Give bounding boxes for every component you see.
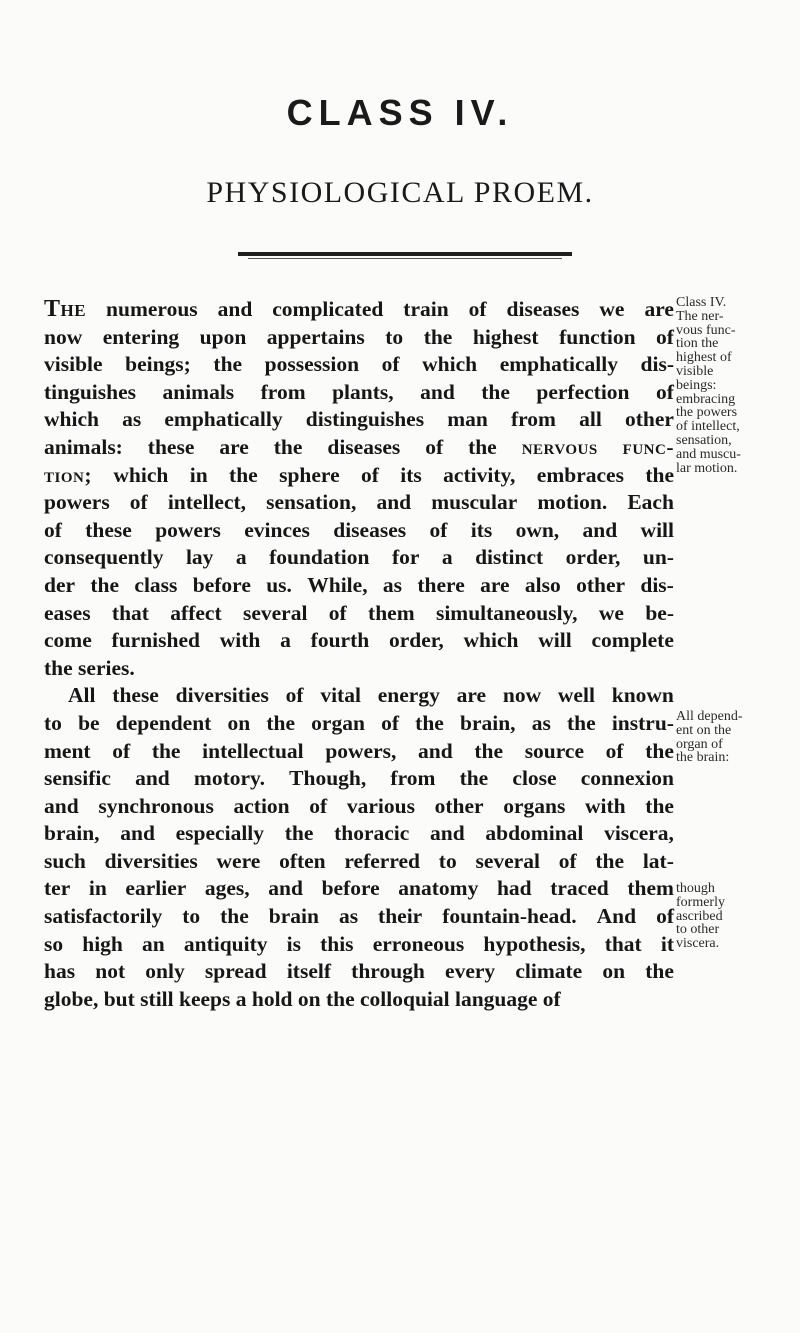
text-line: tion; which in the sphere of its activity, embraces the — [44, 462, 674, 487]
margin-note-line: and muscu- — [676, 446, 741, 462]
text-line: animals: these are the diseases of the nervous func- — [44, 434, 674, 459]
margin-note-line: visible — [676, 363, 714, 379]
margin-note-line: embracing — [676, 391, 736, 407]
body-text — [44, 296, 674, 1013]
margin-note-line: Class IV. — [676, 295, 727, 310]
margin-note-line: of intellect, — [676, 419, 740, 435]
margin-note-line: viscera. — [676, 936, 720, 952]
margin-note-line: formerly — [676, 894, 725, 910]
text-line: of these powers evinces diseases of its own, and will — [44, 517, 674, 542]
margin-note-line: highest of — [676, 350, 732, 366]
text-line: brain, and especially the thoracic and abdominal viscera, — [44, 821, 674, 846]
text-line: tinguishes animals from plants, and the perfection of — [44, 379, 674, 404]
text-line: so high an antiquity is this erroneous hypothesis, that it — [44, 931, 674, 956]
section-subtitle: PHYSIOLOGICAL PROEM. — [206, 176, 594, 209]
text-line: All these diversities of vital energy are now well known — [68, 683, 674, 708]
margin-note-3 — [676, 882, 796, 951]
margin-note-line: to other — [676, 922, 720, 938]
margin-note-line: tion the — [676, 336, 719, 352]
text-line: such diversities were often referred to several of the lat- — [44, 848, 674, 873]
text-line: globe, but still keeps a hold on the colloquial language of — [44, 986, 561, 1011]
text-line: which as emphatically distinguishes man from all other — [44, 407, 674, 432]
margin-note-line: the powers — [676, 405, 738, 421]
margin-note-line: though — [676, 881, 715, 896]
margin-note-line: ascribed — [676, 908, 723, 924]
text-line: to be dependent on the organ of the brain, as the instru- — [44, 710, 674, 735]
class-title: CLASS IV. — [286, 92, 514, 133]
margin-note-line: lar motion. — [676, 460, 738, 476]
text-line: come furnished with a fourth order, which will complete — [44, 628, 674, 653]
text-line: ment of the intellectual powers, and the source of the — [44, 738, 674, 763]
text-line: consequently lay a foundation for a distinct order, un- — [44, 545, 674, 570]
margin-note-2 — [676, 710, 796, 765]
heading-rule — [238, 252, 572, 256]
margin-note-line: organ of — [676, 736, 723, 752]
margin-note-line: The ner- — [676, 308, 724, 324]
text-line: ter in earlier ages, and before anatomy had traced them — [44, 876, 674, 901]
margin-note-line: beings: — [676, 377, 717, 393]
text-line: sensific and motory. Though, from the close connexion — [44, 766, 674, 791]
paragraph-1 — [44, 296, 674, 682]
text-line: visible beings; the possession of which emphatically dis- — [44, 352, 674, 377]
margin-note-line: vous func- — [676, 322, 736, 338]
text-line: der the class before us. While, as there are also other dis- — [44, 572, 674, 597]
margin-note-line: sensation, — [676, 432, 732, 448]
text-line: has not only spread itself through every climate on the — [44, 959, 674, 984]
margin-note-line: All depend- — [676, 709, 743, 724]
text-line: powers of intellect, sensation, and muscular motion. Each — [44, 490, 674, 515]
margin-note-line: the brain: — [676, 750, 730, 766]
text-line: now entering upon appertains to the highest function of — [44, 324, 674, 349]
text-line: the series. — [44, 655, 135, 680]
margin-note-line: ent on the — [676, 722, 732, 738]
text-line: eases that affect several of them simultaneously, we be- — [44, 600, 674, 625]
paragraph-2 — [44, 682, 674, 1013]
text-line: and synchronous action of various other organs with the — [44, 793, 674, 818]
text-line: The numerous and complicated train of diseases we are — [44, 296, 674, 322]
margin-note-1 — [676, 296, 796, 475]
text-line: satisfactorily to the brain as their fountain-head. And of — [44, 904, 674, 929]
